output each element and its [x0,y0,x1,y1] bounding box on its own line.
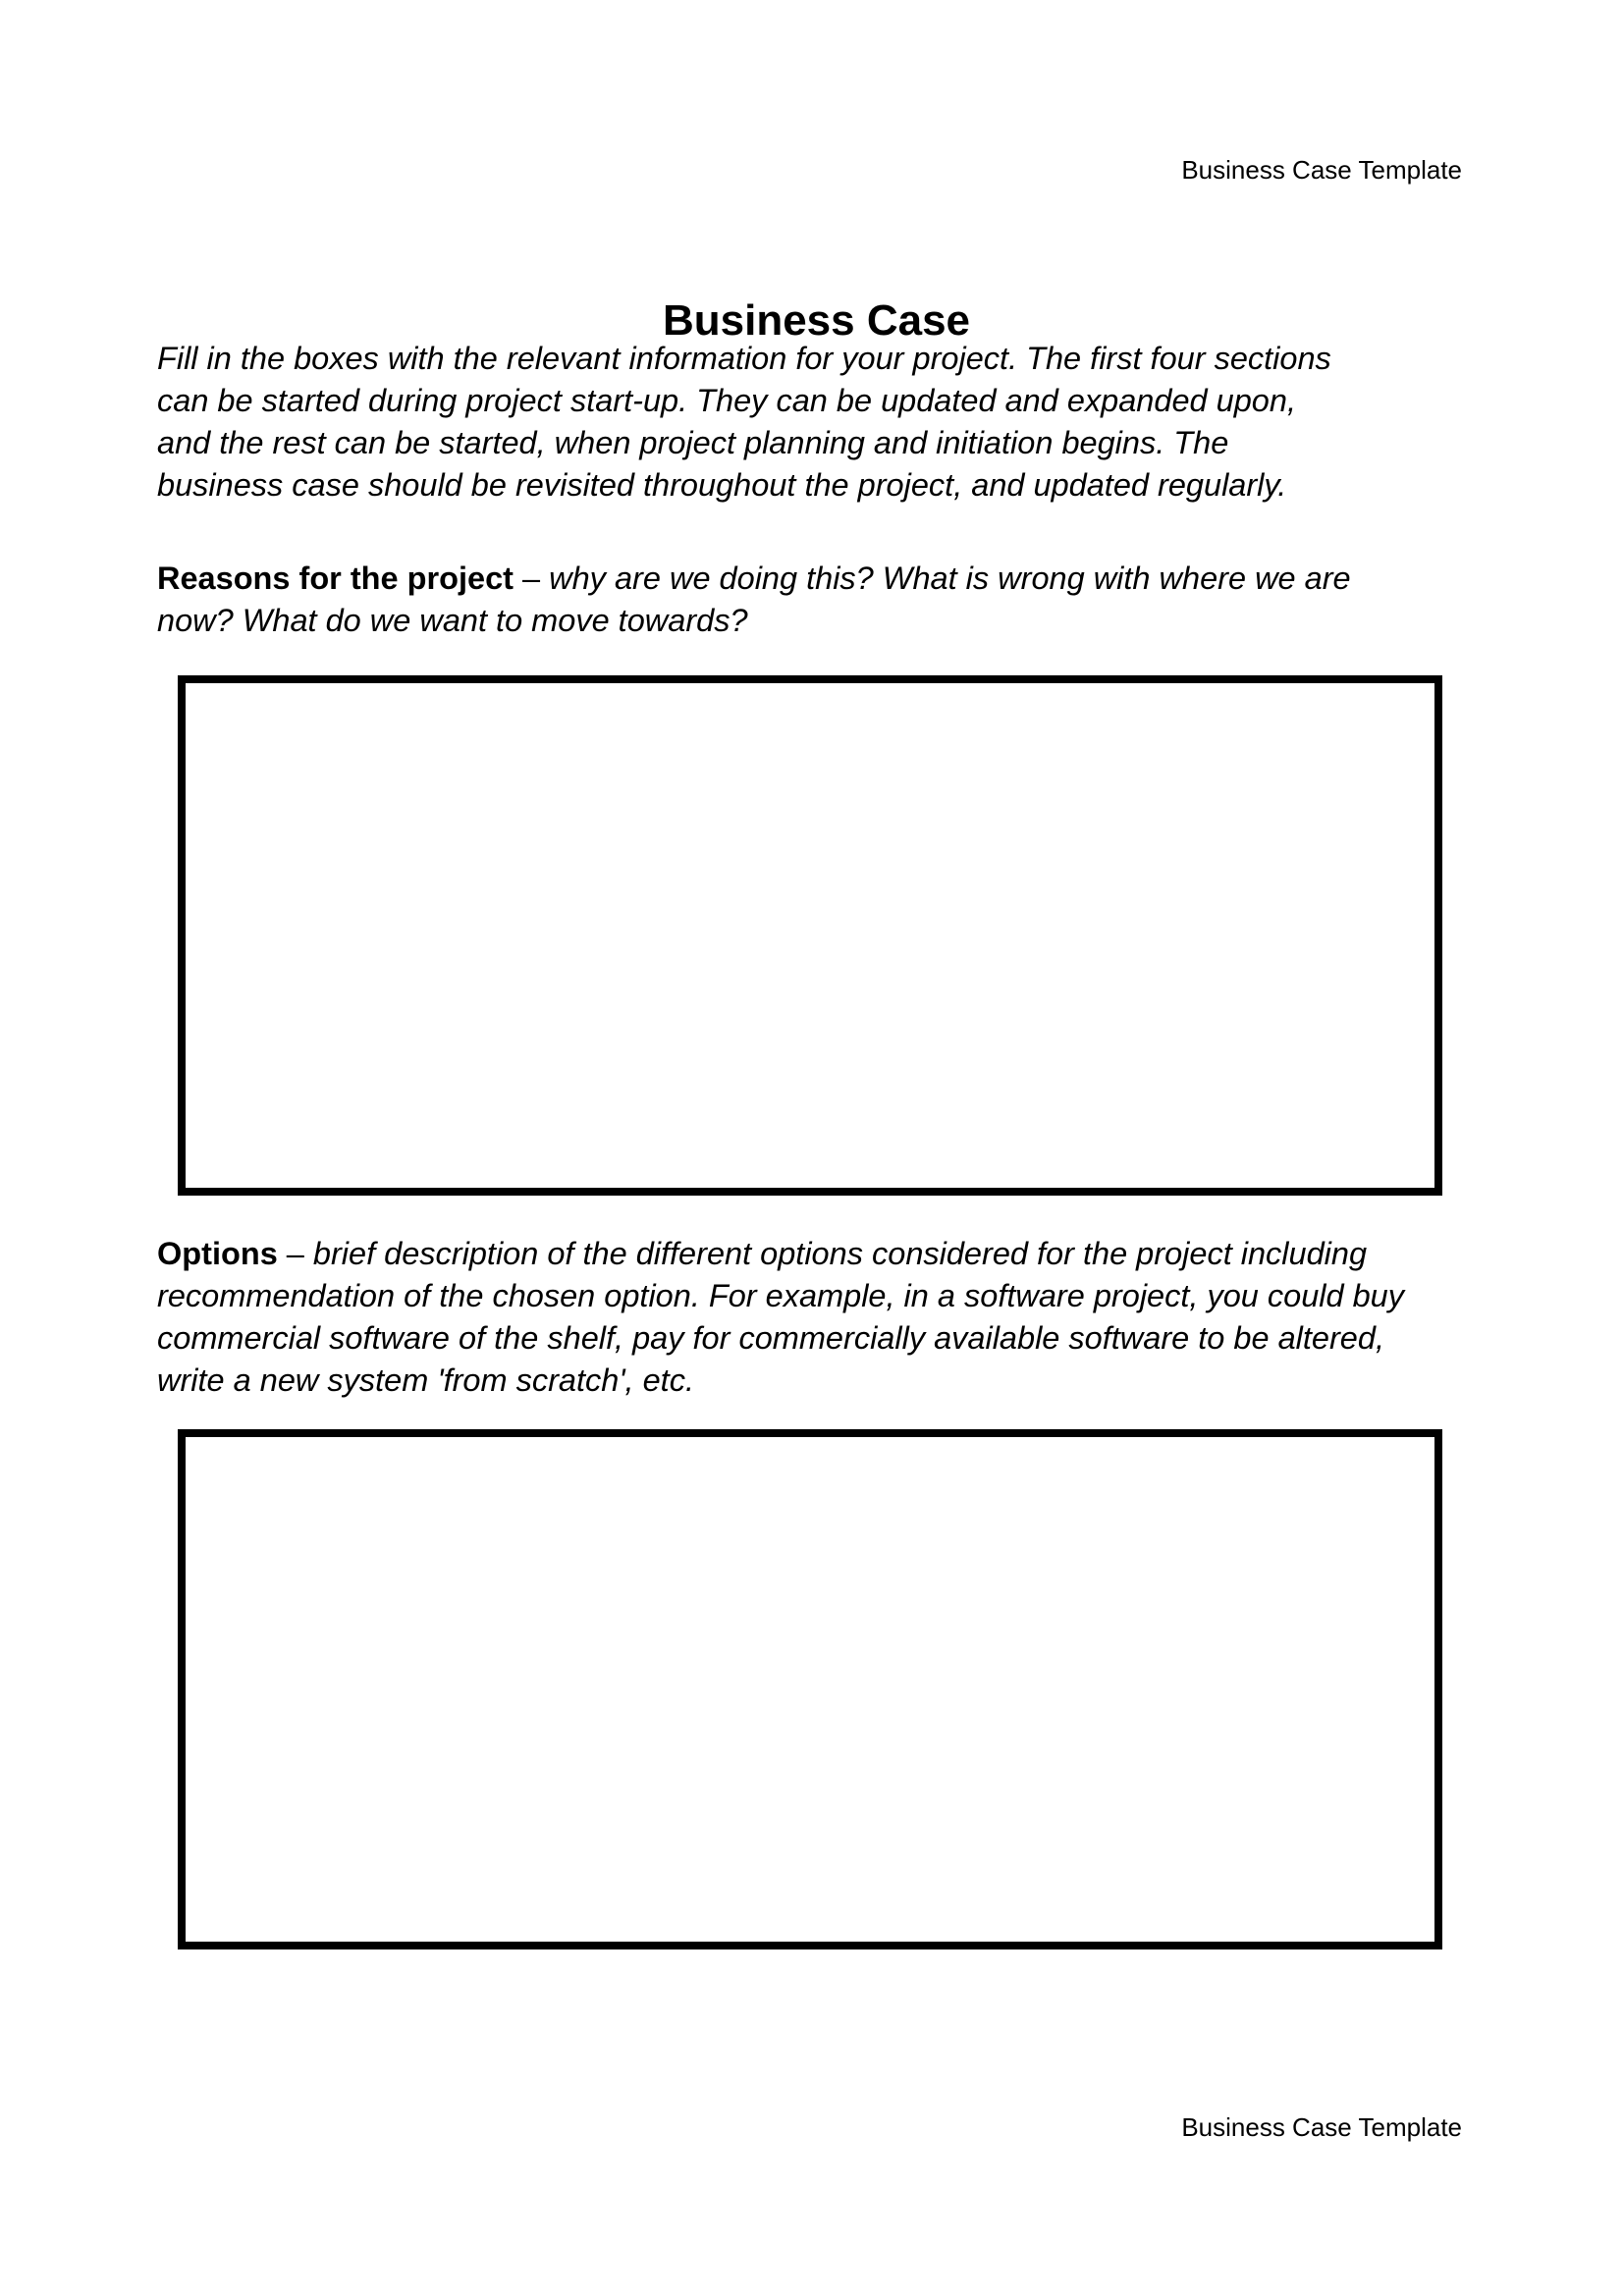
options-heading: Options [157,1236,278,1271]
options-answer-box[interactable] [178,1429,1442,1949]
reasons-answer-box[interactable] [178,675,1442,1196]
options-prompt-line: commercial software of the shelf, pay for commercially available software to be altered, [157,1320,1384,1356]
intro-line: and the rest can be started, when project planning and initiation begins. The [157,425,1229,460]
page-footer: Business Case Template [1181,2112,1462,2142]
reasons-separator: – [514,561,550,596]
page-header: Business Case Template [1181,155,1462,185]
options-prompt-line: recommendation of the chosen option. For example, in a software project, you could buy [157,1278,1405,1313]
intro-line: can be started during project start-up. They can be updated and expanded upon, [157,383,1296,418]
options-section-prompt [157,1233,1463,1402]
reasons-prompt-line: now? What do we want to move towards? [157,603,748,638]
intro-line: Fill in the boxes with the relevant information for your project. The first four sections [157,341,1331,376]
intro-paragraph [157,338,1463,507]
intro-line: business case should be revisited throughout the project, and updated regularly. [157,467,1287,503]
reasons-heading: Reasons for the project [157,561,514,596]
page-title: Business Case [662,296,971,346]
options-prompt-line: write a new system 'from scratch', etc. [157,1362,694,1398]
reasons-prompt-line: why are we doing this? What is wrong with where we are [549,561,1351,596]
reasons-section-prompt [157,558,1463,642]
options-prompt-line: brief description of the different options considered for the project including [312,1236,1368,1271]
options-separator: – [277,1236,313,1271]
